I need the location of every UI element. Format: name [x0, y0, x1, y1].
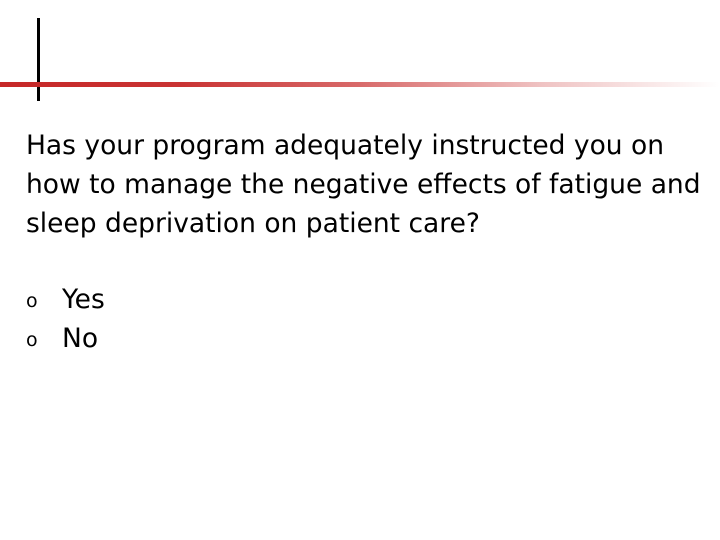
horizontal-accent-line [0, 82, 720, 87]
question-text: Has your program adequately instructed you on how to manage the negative effects of fatigue and sleep deprivation on patient care? [26, 130, 701, 239]
circle-bullet-icon: o [26, 290, 38, 312]
option-no[interactable] [26, 319, 105, 358]
vertical-accent-line [37, 18, 40, 101]
circle-bullet-icon: o [26, 329, 38, 351]
option-yes[interactable] [26, 280, 105, 319]
option-label: No [62, 323, 99, 354]
option-label: Yes [62, 284, 105, 315]
answer-options [26, 280, 105, 358]
